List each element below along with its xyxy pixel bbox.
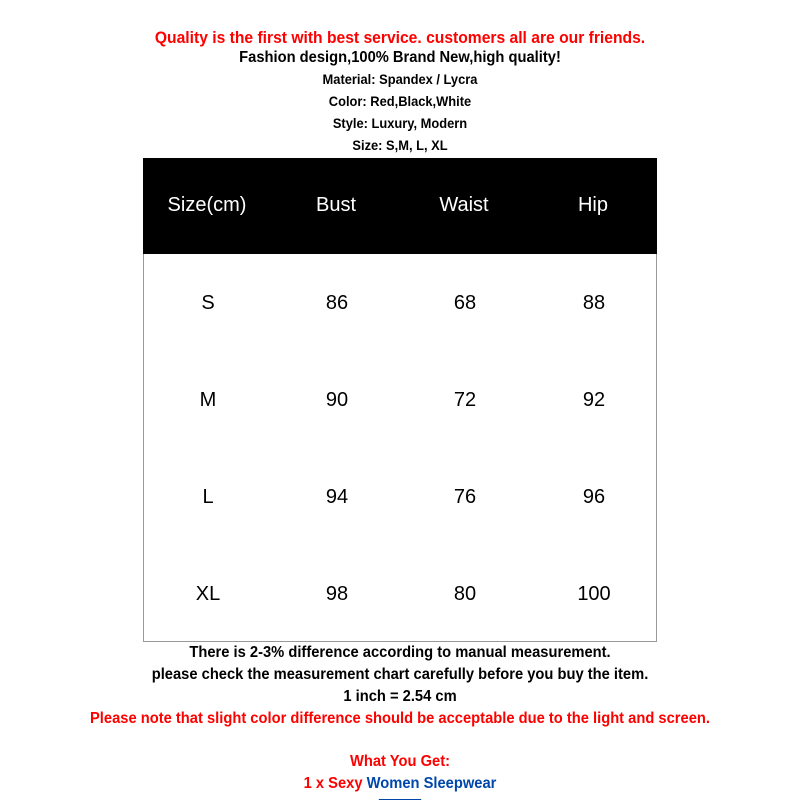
tagline: Quality is the first with best service. customers all are our friends. <box>154 28 646 47</box>
size-spec: Size: S,M, L, XL <box>352 137 448 153</box>
size-chart-table <box>143 158 657 642</box>
size-cell: S <box>201 292 215 314</box>
bust-cell: 94 <box>325 486 349 508</box>
inch-conversion-note: 1 inch = 2.54 cm <box>343 688 457 705</box>
column-header-waist: Waist <box>439 194 489 216</box>
size-cell: L <box>202 486 214 508</box>
size-cell: M <box>199 389 217 411</box>
column-header-bust: Bust <box>315 194 357 216</box>
bust-cell: 86 <box>325 292 349 314</box>
measurement-difference-note: There is 2-3% difference according to manual measurement. <box>189 644 611 661</box>
table-header-row <box>143 158 657 254</box>
package-item-highlight: Women Sleepwear <box>366 775 497 792</box>
waist-cell: 68 <box>453 292 477 314</box>
column-header-hip: Hip <box>577 194 608 216</box>
size-cell: XL <box>195 583 221 605</box>
headline: Fashion design,100% Brand New,high quality! <box>239 49 561 66</box>
column-header-size: Size(cm) <box>167 194 247 216</box>
check-chart-note: please check the measurement chart carefully before you buy the item. <box>151 666 649 683</box>
waist-cell: 72 <box>453 389 477 411</box>
bust-cell: 90 <box>325 389 349 411</box>
hip-cell: 96 <box>582 486 606 508</box>
waist-cell: 80 <box>453 583 477 605</box>
hip-cell: 92 <box>582 389 606 411</box>
package-item-prefix: 1 x Sexy <box>303 775 363 792</box>
what-you-get-title: What You Get: <box>349 753 451 770</box>
cropped-next-line <box>32 796 768 800</box>
color-spec: Color: Red,Black,White <box>328 93 472 109</box>
package-item <box>32 775 768 793</box>
bust-cell: 98 <box>325 583 349 605</box>
waist-cell: 76 <box>453 486 477 508</box>
color-difference-warning: Please note that slight color difference should be acceptable due to the light and screen. <box>89 710 710 727</box>
hip-cell: 100 <box>577 583 611 605</box>
hip-cell: 88 <box>582 292 606 314</box>
material-spec: Material: Spandex / Lycra <box>322 71 478 87</box>
style-spec: Style: Luxury, Modern <box>332 115 468 131</box>
